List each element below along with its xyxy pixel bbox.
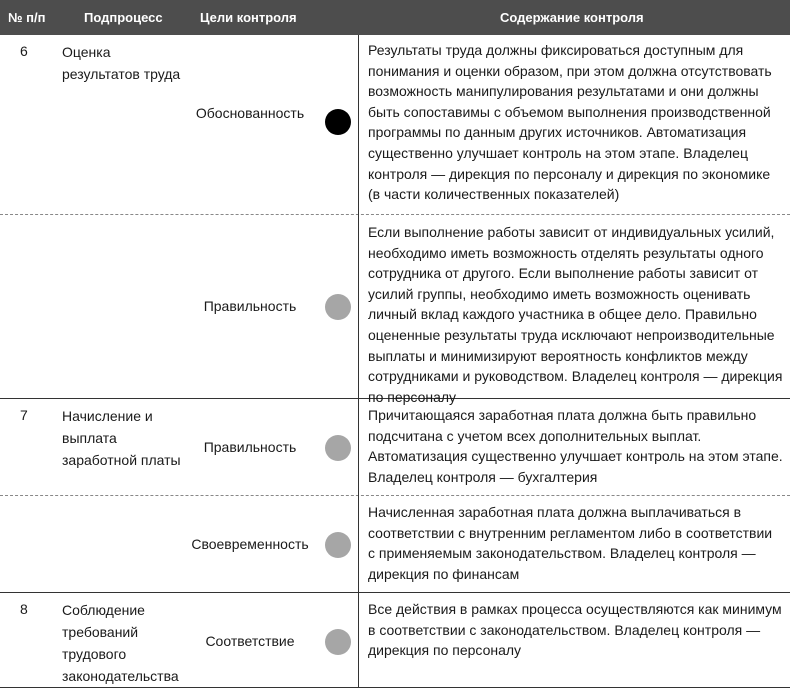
row-content: Начисленная заработная плата должна выплачиваться в соответствии с внутренним регламентом либо в соответствии с применяемым законодательством. Владелец контроля — дирекция по финансам — [368, 504, 773, 582]
row-content: Результаты труда должны фиксироваться доступным для понимания и оценки образом, при этом должна отсутствовать возможность манипулирования результатами и они должны быть сопоставимы с объемом выполнения производственной программы по данным других источников. Автоматизация существенно улучшает контроль на этом этапе. Владелец контроля — дирекция по персоналу и дирекция по экономике (в части количественных показателей) — [368, 42, 772, 203]
row-content: Причитающаяся заработная плата должна быть правильно подсчитана с учетом всех дополнительных выплат. Автоматизация существенно улучшает контроль на этом этапе. Владелец контроля — бухгалтерия — [368, 407, 783, 485]
row-goal: Правильность — [203, 439, 297, 455]
table-header — [0, 0, 790, 35]
row-subprocess: Соблюдение требований трудового законодательства — [62, 602, 179, 684]
row-goal: Соответствие — [205, 633, 295, 649]
row-content: Если выполнение работы зависит от индивидуальных усилий, необходимо иметь возможность отделять результаты одного сотрудника от другого. Если выполнение работы зависит от усилий группы, необходимо иметь возможность оценивать личный вклад каждого участника в общее дело. Правильно оцененные результаты труда исключают непроизводительные выплаты и минимизируют вероятность конфликтов между сотрудниками и руководством. Владелец контроля — дирекция по персоналу — [368, 224, 783, 405]
indicator-dot-gray-icon — [325, 532, 351, 558]
row-subprocess: Начисление и выплата заработной платы — [62, 408, 181, 468]
table-row — [0, 215, 790, 405]
table-row — [0, 35, 790, 215]
indicator-dot-gray-icon — [325, 629, 351, 655]
row-number: 7 — [20, 407, 28, 423]
indicator-dot-black-icon — [325, 109, 351, 135]
indicator-dot-gray-icon — [325, 294, 351, 320]
header-subprocess: Подпроцесс — [84, 10, 163, 25]
row-goal: Правильность — [203, 298, 297, 314]
row-number: 6 — [20, 43, 28, 59]
row-content: Все действия в рамках процесса осуществляются как минимум в соответствии с законодательством. Владелец контроля — дирекция по персоналу — [368, 601, 782, 659]
header-content: Содержание контроля — [500, 10, 644, 25]
row-subprocess: Оценка результатов труда — [62, 44, 181, 82]
indicator-dot-gray-icon — [325, 435, 351, 461]
column-divider — [358, 35, 359, 688]
row-goal: Своевременность — [191, 536, 309, 552]
row-number: 8 — [20, 601, 28, 617]
table-row — [0, 593, 790, 688]
header-num: № п/п — [8, 10, 46, 25]
table-row — [0, 496, 790, 593]
table-row — [0, 399, 790, 496]
row-goal: Обоснованность — [195, 105, 305, 121]
header-goals: Цели контроля — [200, 10, 297, 25]
